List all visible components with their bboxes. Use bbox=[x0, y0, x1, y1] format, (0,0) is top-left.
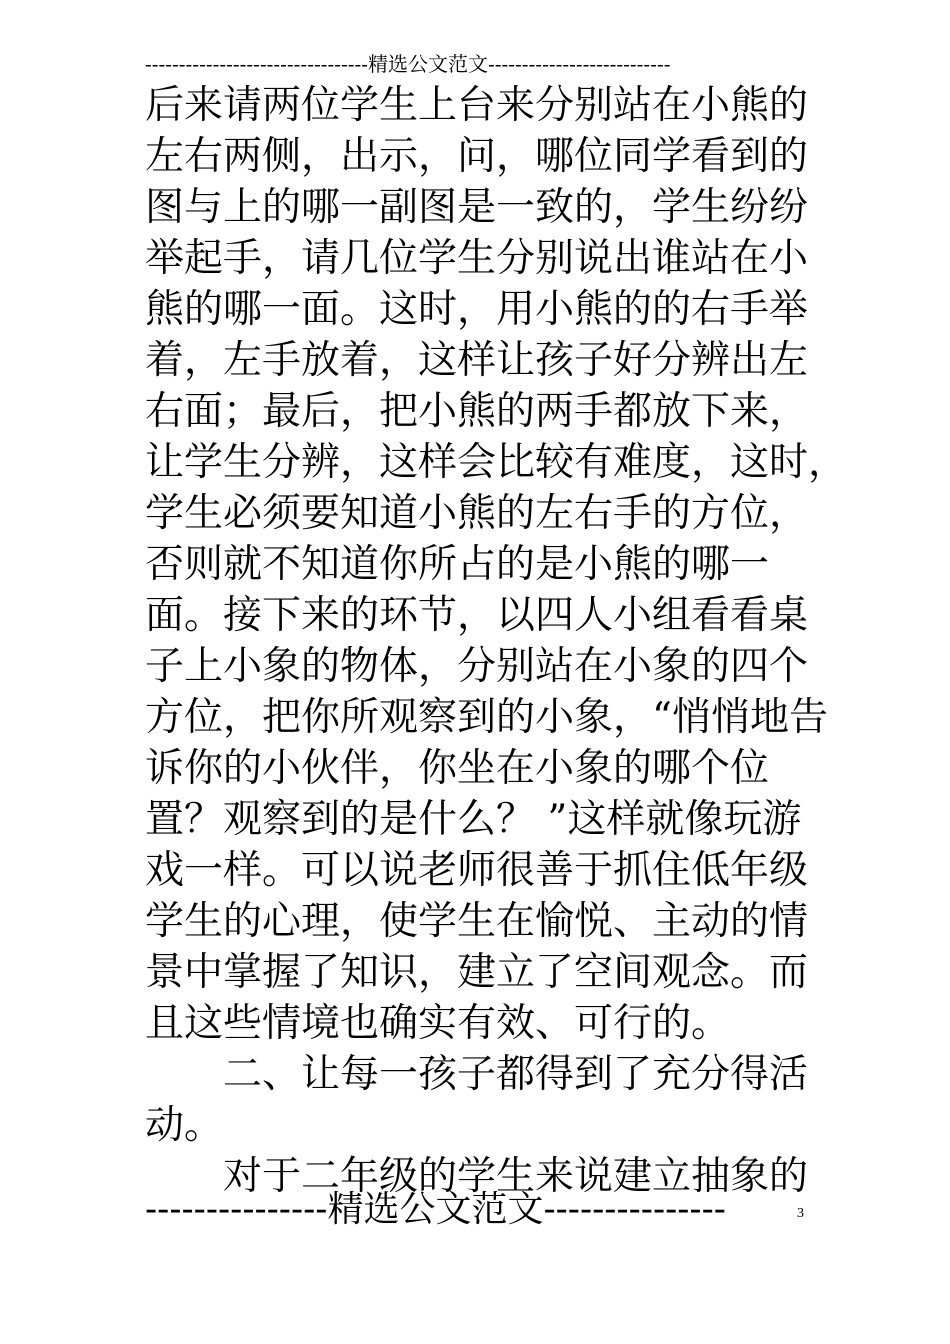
text-line: 否则就不知道你所占的是小熊的哪一 bbox=[145, 542, 770, 587]
text-line: 图与上的哪一副图是一致的，学生纷纷 bbox=[145, 185, 809, 230]
page-header: ---------------------------------精选公文范文--------------------------- bbox=[145, 52, 671, 76]
text-line: 子上小象的物体，分别站在小象的四个 bbox=[145, 644, 809, 689]
text-line: 置？观察到的是什么？ ”这样就像玩游 bbox=[145, 797, 802, 842]
text-line: 诉你的小伙伴，你坐在小象的哪个位 bbox=[145, 746, 770, 791]
page-number: 3 bbox=[797, 1206, 804, 1221]
section-heading: 二、让每一孩子都得到了充分得活 bbox=[223, 1052, 809, 1097]
text-line: 学生的心理，使学生在愉悦、主动的情 bbox=[145, 899, 809, 944]
text-line: 举起手，请几位学生分别说出谁站在小 bbox=[145, 236, 809, 281]
text-line: 着，左手放着，这样让孩子好分辨出左 bbox=[145, 338, 809, 383]
text-line: 方位，把你所观察到的小象，“悄悄地告 bbox=[145, 695, 828, 740]
text-line: 右面；最后，把小熊的两手都放下来， bbox=[145, 389, 809, 434]
text-line: 让学生分辨，这样会比较有难度，这时， bbox=[145, 440, 848, 485]
text-line: 后来请两位学生上台来分别站在小熊的 bbox=[145, 83, 809, 128]
text-line: 熊的哪一面。这时，用小熊的的右手举 bbox=[145, 287, 809, 332]
paragraph-start-line: 对于二年级的学生来说建立抽象的 bbox=[223, 1154, 809, 1199]
document-body bbox=[145, 80, 848, 1202]
text-line: 动。 bbox=[145, 1103, 224, 1148]
text-line: 面。接下来的环节，以四人小组看看桌 bbox=[145, 593, 809, 638]
page-footer: ---------------精选公文范文--------------- bbox=[145, 1189, 726, 1230]
text-line: 左右两侧，出示，问，哪位同学看到的 bbox=[145, 134, 809, 179]
text-line: 戏一样。可以说老师很善于抓住低年级 bbox=[145, 848, 809, 893]
text-line: 景中掌握了知识，建立了空间观念。而 bbox=[145, 950, 809, 995]
text-line: 学生必须要知道小熊的左右手的方位， bbox=[145, 491, 809, 536]
text-line: 且这些情境也确实有效、可行的。 bbox=[145, 1001, 731, 1046]
